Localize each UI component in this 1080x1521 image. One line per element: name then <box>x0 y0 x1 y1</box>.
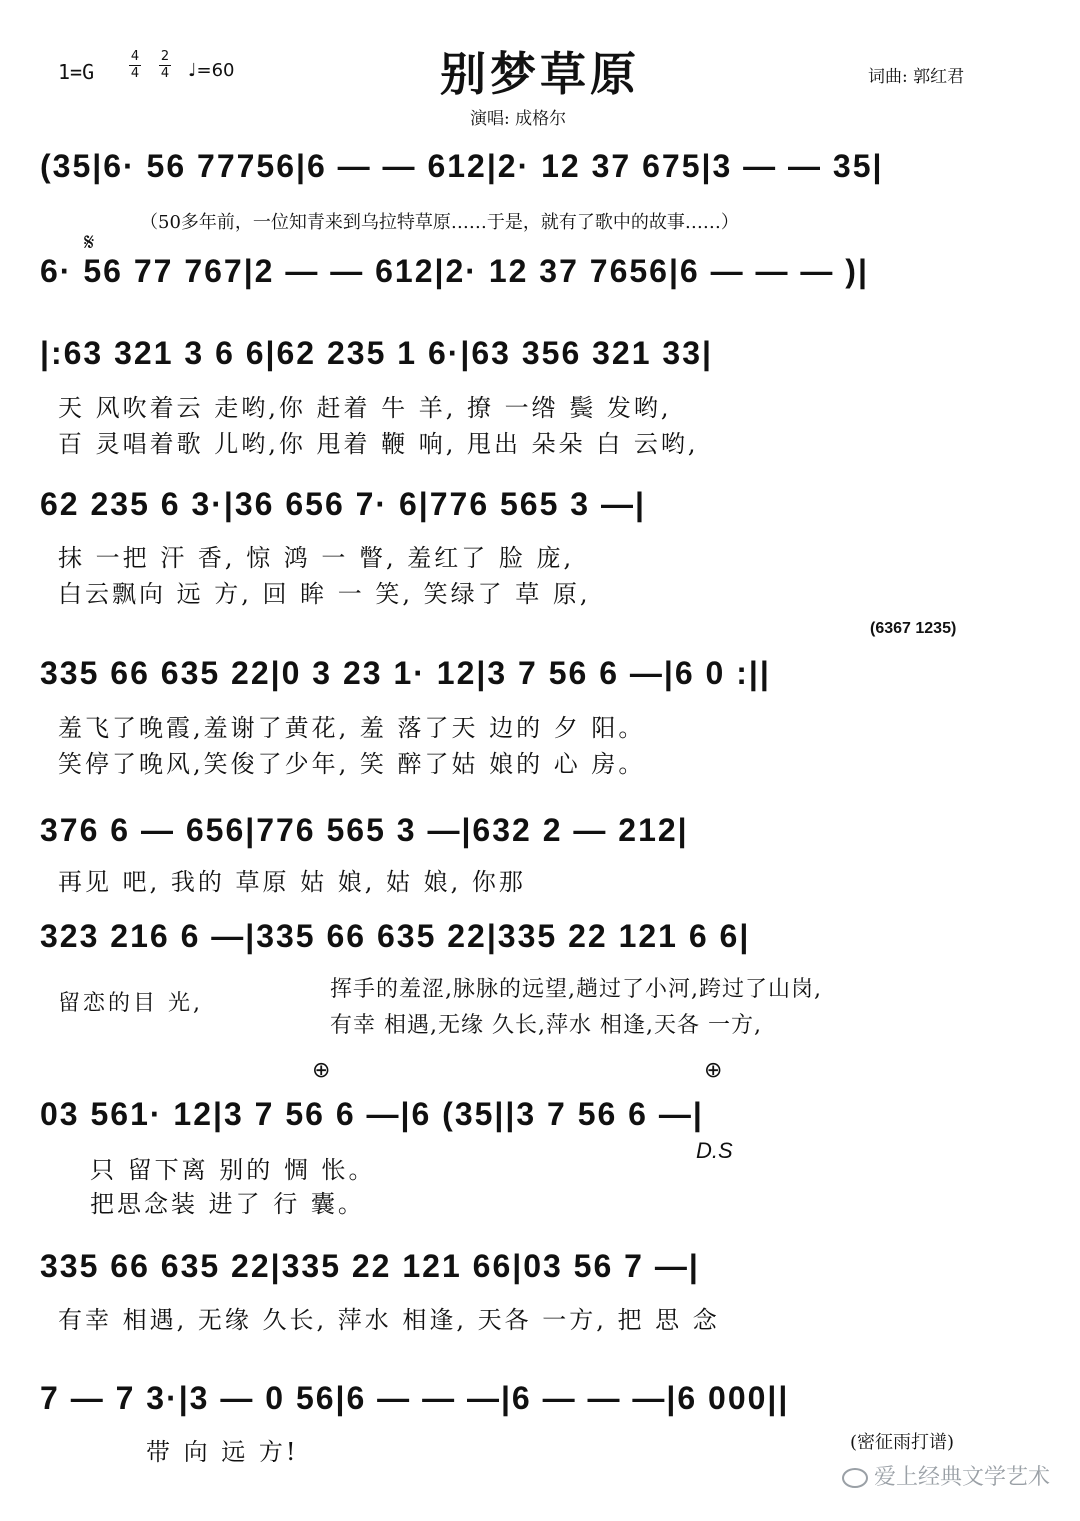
score-row-2: 6· 56 77 767|2 — — 612|2· 12 37 7656|6 — — — )| <box>40 253 869 289</box>
lyric-row-6: 再见 吧, 我的 草原 姑 娘, 姑 娘, 你那 <box>58 868 526 896</box>
time-sig-top: 4 <box>130 49 140 64</box>
time-sig-top: 2 <box>160 49 170 64</box>
lyric-row-7-verse-2: 挥手的羞涩,脉脉的远望,趟过了小河,跨过了山岗, <box>330 977 822 1002</box>
lyric-row-5-verse-2: 笑停了晚风,笑俊了少年, 笑 醉了姑 娘的 心 房。 <box>58 750 646 778</box>
score-row-1: (35|6· 56 77756|6 — — 612|2· 12 37 675|3 — — 35| <box>40 148 884 184</box>
score-row-4: 62 235 6 3·|36 656 7· 6|776 565 3 —| <box>40 486 646 522</box>
score-row-10: 7 — 7 3·|3 — 0 56|6 — — —|6 — — —|6 000|| <box>40 1380 790 1416</box>
intro-comment: （50多年前，一位知青来到乌拉特草原……于是，就有了歌中的故事……） <box>140 212 739 233</box>
score-row-5: 335 66 635 22|0 3 23 1· 12|3 7 56 6 —|6 0 :|| <box>40 655 771 691</box>
score-row-8: 03 561· 12|3 7 56 6 —|6 (35||3 7 56 6 —| <box>40 1096 704 1132</box>
lyric-row-8-verse-2: 把思念装 进了 行 囊。 <box>90 1190 365 1218</box>
wechat-icon <box>842 1468 868 1488</box>
coda-icon-2: ⊕ <box>704 1058 723 1083</box>
segno-icon: 𝄋 <box>84 228 95 256</box>
tempo-marking: ♩=60 <box>188 60 235 81</box>
lyric-row-3-verse-1: 天 风吹着云 走哟,你 赶着 牛 羊, 撩 一绺 鬓 发哟, <box>58 394 672 422</box>
time-sig-bottom: 4 <box>160 66 170 81</box>
song-title: 别梦草原 <box>440 47 640 101</box>
grace-notes: (6367 1235) <box>870 620 957 637</box>
lyric-row-4-verse-2: 白云飘向 远 方, 回 眸 一 笑, 笑绿了 草 原, <box>58 580 591 608</box>
lyric-row-7-verse-1: 留恋的目 光, <box>58 991 203 1016</box>
score-row-9: 335 66 635 22|335 22 121 66|03 56 7 —| <box>40 1248 700 1284</box>
time-sig-bottom: 4 <box>130 66 140 81</box>
lyric-row-8-verse-1: 只 留下离 别的 惆 怅。 <box>90 1156 376 1184</box>
lyric-row-3-verse-2: 百 灵唱着歌 儿哟,你 甩着 鞭 响, 甩出 朵朵 白 云哟, <box>58 430 699 458</box>
score-row-7: 323 216 6 —|335 66 635 22|335 22 121 6 6| <box>40 918 751 954</box>
composer-credit: 词曲: 郭红君 <box>868 67 965 87</box>
coda-icon: ⊕ <box>312 1058 331 1083</box>
singer-credit: 演唱: 成格尔 <box>470 109 567 129</box>
ds-marking: D.S <box>696 1138 733 1163</box>
score-row-3: |:63 321 3 6 6|62 235 1 6·|63 356 321 33| <box>40 335 713 371</box>
key-signature: 1=G <box>58 60 95 84</box>
score-row-6: 376 6 — 656|776 565 3 —|632 2 — 212| <box>40 812 689 848</box>
watermark-text: 爱上经典文学艺术 <box>873 1465 1050 1490</box>
watermark <box>842 1460 1050 1491</box>
lyric-row-9: 有幸 相遇, 无缘 久长, 萍水 相逢, 天各 一方, 把 思 念 <box>58 1306 720 1334</box>
lyric-row-4-verse-1: 抹 一把 汗 香, 惊 鸿 一 瞥, 羞红了 脸 庞, <box>58 544 575 572</box>
lyric-row-7-verse-3: 有幸 相遇,无缘 久长,萍水 相逢,天各 一方, <box>330 1013 762 1038</box>
transcriber-credit: (密征雨打谱) <box>850 1432 955 1453</box>
lyric-row-5-verse-1: 羞飞了晚霞,羞谢了黄花, 羞 落了天 边的 夕 阳。 <box>58 714 646 742</box>
lyric-row-10: 带 向 远 方! <box>146 1438 299 1466</box>
